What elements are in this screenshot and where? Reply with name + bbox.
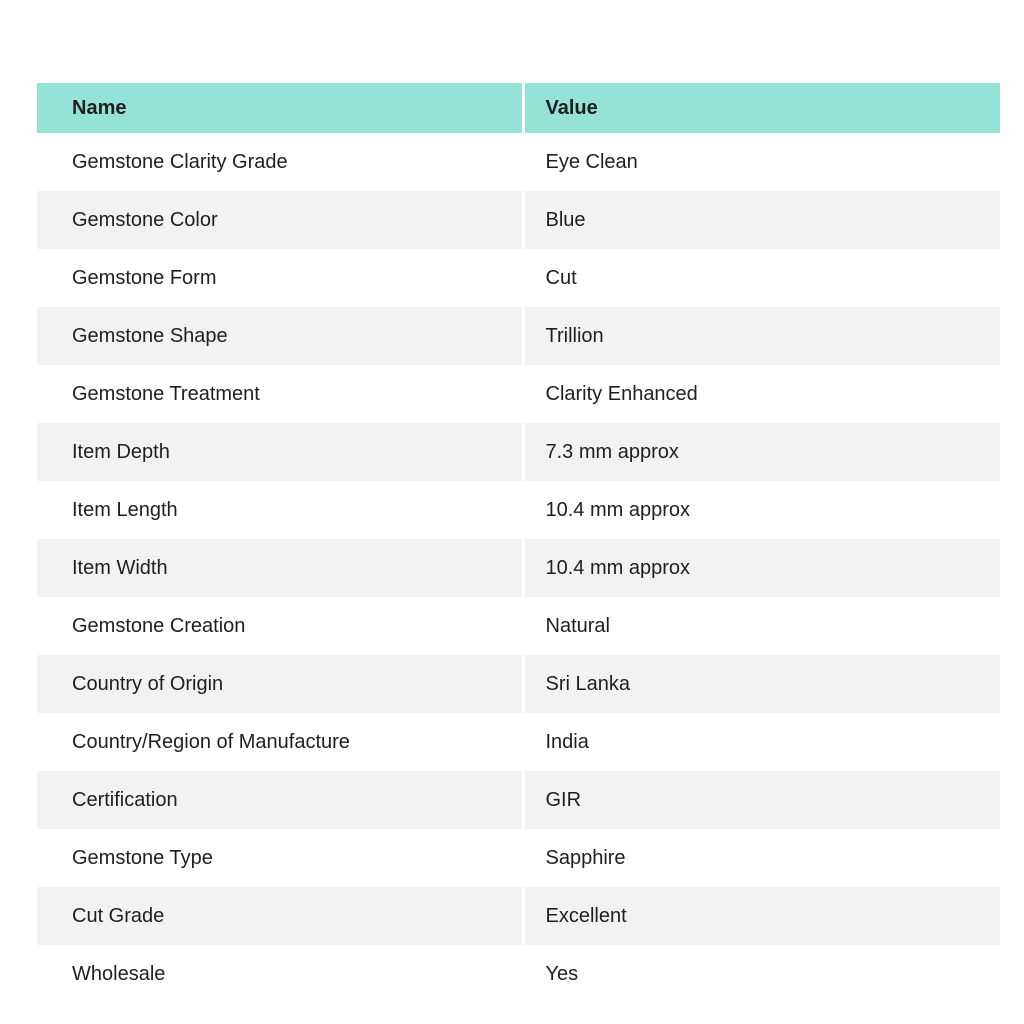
name-cell: Item Width bbox=[37, 539, 523, 597]
value-cell: 7.3 mm approx bbox=[523, 423, 1000, 481]
value-cell: Natural bbox=[523, 597, 1000, 655]
table-row bbox=[37, 771, 1000, 829]
table-row bbox=[37, 713, 1000, 771]
name-cell: Gemstone Creation bbox=[37, 597, 523, 655]
name-cell: Cut Grade bbox=[37, 887, 523, 945]
value-cell: Trillion bbox=[523, 307, 1000, 365]
name-cell: Gemstone Color bbox=[37, 191, 523, 249]
value-cell: 10.4 mm approx bbox=[523, 539, 1000, 597]
table-row bbox=[37, 655, 1000, 713]
value-cell: Sri Lanka bbox=[523, 655, 1000, 713]
value-cell: Clarity Enhanced bbox=[523, 365, 1000, 423]
value-cell: Sapphire bbox=[523, 829, 1000, 887]
table-row bbox=[37, 481, 1000, 539]
value-cell: GIR bbox=[523, 771, 1000, 829]
name-cell: Item Depth bbox=[37, 423, 523, 481]
table-row bbox=[37, 539, 1000, 597]
name-cell: Item Length bbox=[37, 481, 523, 539]
name-cell: Gemstone Type bbox=[37, 829, 523, 887]
value-cell: India bbox=[523, 713, 1000, 771]
table-body bbox=[37, 133, 1000, 1003]
column-header-value: Value bbox=[523, 83, 1000, 133]
name-cell: Country/Region of Manufacture bbox=[37, 713, 523, 771]
value-cell: Cut bbox=[523, 249, 1000, 307]
name-cell: Country of Origin bbox=[37, 655, 523, 713]
name-cell: Gemstone Treatment bbox=[37, 365, 523, 423]
page bbox=[0, 83, 1024, 1024]
value-cell: Blue bbox=[523, 191, 1000, 249]
value-cell: Yes bbox=[523, 945, 1000, 1003]
table-row bbox=[37, 191, 1000, 249]
table-row bbox=[37, 307, 1000, 365]
table-row bbox=[37, 887, 1000, 945]
name-cell: Gemstone Shape bbox=[37, 307, 523, 365]
table-row bbox=[37, 249, 1000, 307]
table-row bbox=[37, 829, 1000, 887]
name-cell: Certification bbox=[37, 771, 523, 829]
item-specifics-table bbox=[37, 83, 1000, 1003]
column-header-name: Name bbox=[37, 83, 523, 133]
value-cell: 10.4 mm approx bbox=[523, 481, 1000, 539]
name-cell: Gemstone Clarity Grade bbox=[37, 133, 523, 191]
table-row bbox=[37, 423, 1000, 481]
table-header bbox=[37, 83, 1000, 133]
header-row bbox=[37, 83, 1000, 133]
value-cell: Eye Clean bbox=[523, 133, 1000, 191]
value-cell: Excellent bbox=[523, 887, 1000, 945]
table-row bbox=[37, 133, 1000, 191]
table-row bbox=[37, 945, 1000, 1003]
name-cell: Wholesale bbox=[37, 945, 523, 1003]
table-row bbox=[37, 365, 1000, 423]
name-cell: Gemstone Form bbox=[37, 249, 523, 307]
table-row bbox=[37, 597, 1000, 655]
